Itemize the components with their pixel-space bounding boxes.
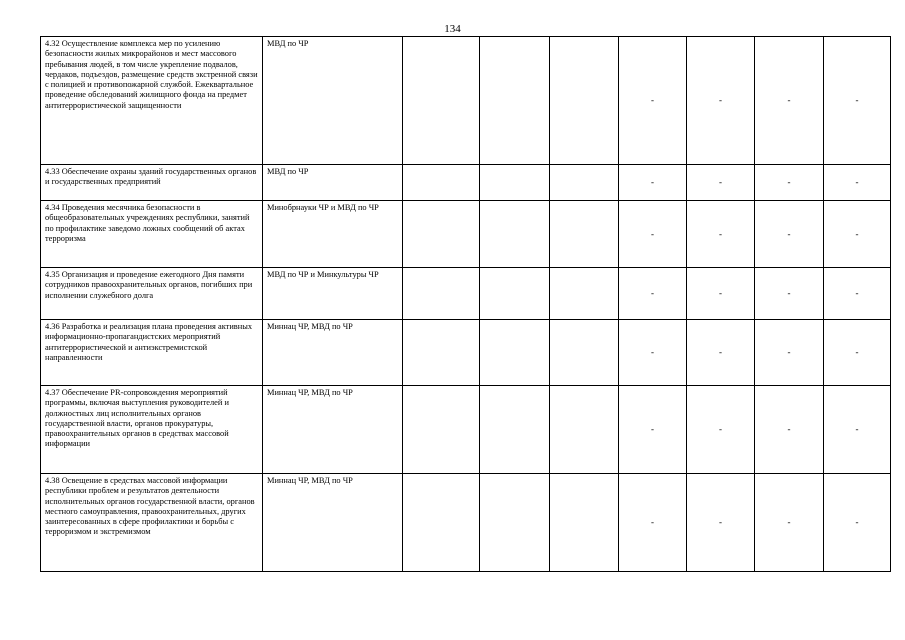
measure-description: 4.33 Обеспечение охраны зданий государственных органов и государственных предприятий	[41, 165, 263, 201]
empty-cell	[550, 165, 619, 201]
value-cell: -	[619, 386, 687, 474]
empty-cell	[403, 386, 480, 474]
measure-description: 4.34 Проведения месячника безопасности в общеобразовательных учреждениях республики, занятий по профилактике заведомо ложных сообщений об актах терроризма	[41, 201, 263, 268]
table-row	[41, 37, 891, 165]
value-cell: -	[687, 37, 755, 165]
table-row	[41, 165, 891, 201]
empty-cell	[480, 268, 550, 320]
empty-cell	[550, 386, 619, 474]
value-cell: -	[619, 201, 687, 268]
table-row	[41, 386, 891, 474]
value-cell: -	[619, 165, 687, 201]
empty-cell	[480, 474, 550, 572]
empty-cell	[480, 201, 550, 268]
value-cell: -	[755, 37, 824, 165]
empty-cell	[550, 268, 619, 320]
value-cell: -	[824, 320, 891, 386]
empty-cell	[480, 37, 550, 165]
empty-cell	[550, 37, 619, 165]
measure-description: 4.37 Обеспечение PR-сопровождения мероприятий программы, включая выступления руководителей и должностных лиц исполнительных органов государственной власти, органов прокуратуры, правоохранительных органов в средствах массовой информации	[41, 386, 263, 474]
measure-description: 4.36 Разработка и реализация плана проведения активных информационно-пропагандистских мероприятий антитеррористической и антиэкстремистской направленности	[41, 320, 263, 386]
value-cell: -	[619, 268, 687, 320]
value-cell: -	[755, 386, 824, 474]
value-cell: -	[687, 386, 755, 474]
table-row	[41, 320, 891, 386]
program-measures-table	[40, 36, 891, 572]
value-cell: -	[619, 474, 687, 572]
empty-cell	[403, 268, 480, 320]
value-cell: -	[824, 201, 891, 268]
measure-executor: МВД по ЧР и Минкультуры ЧР	[263, 268, 403, 320]
value-cell: -	[755, 320, 824, 386]
empty-cell	[403, 201, 480, 268]
measure-executor: МВД по ЧР	[263, 37, 403, 165]
table-row	[41, 474, 891, 572]
measure-description: 4.38 Освещение в средствах массовой информации республики проблем и результатов деятельности исполнительных органов государственной власти, органов местного самоуправления, правоохранительных, других заинтересованных в сфере профилактики и борьбы с терроризмом и экстремизмом	[41, 474, 263, 572]
value-cell: -	[687, 320, 755, 386]
value-cell: -	[824, 386, 891, 474]
table-row	[41, 268, 891, 320]
value-cell: -	[619, 320, 687, 386]
value-cell: -	[824, 37, 891, 165]
empty-cell	[403, 320, 480, 386]
value-cell: -	[824, 268, 891, 320]
value-cell: -	[755, 201, 824, 268]
empty-cell	[403, 37, 480, 165]
empty-cell	[550, 474, 619, 572]
measure-description: 4.32 Осуществление комплекса мер по усилению безопасности жилых микрорайонов и мест массового пребывания людей, в том числе укрепление подвалов, чердаков, подъездов, размещение средств экстренной связи с полицией и противопожарной службой. Ежеквартальное проведение обследований жилищного фонда на предмет антитеррористической защищенности	[41, 37, 263, 165]
value-cell: -	[687, 201, 755, 268]
empty-cell	[480, 386, 550, 474]
value-cell: -	[755, 474, 824, 572]
measure-executor: Миннац ЧР, МВД по ЧР	[263, 386, 403, 474]
measure-executor: Миннац ЧР, МВД по ЧР	[263, 320, 403, 386]
value-cell: -	[824, 165, 891, 201]
value-cell: -	[824, 474, 891, 572]
value-cell: -	[755, 165, 824, 201]
empty-cell	[403, 165, 480, 201]
measure-executor: Миннац ЧР, МВД по ЧР	[263, 474, 403, 572]
empty-cell	[550, 320, 619, 386]
empty-cell	[403, 474, 480, 572]
table-row	[41, 201, 891, 268]
value-cell: -	[619, 37, 687, 165]
page-number: 134	[444, 23, 461, 35]
measure-executor: Минобрнауки ЧР и МВД по ЧР	[263, 201, 403, 268]
empty-cell	[480, 320, 550, 386]
empty-cell	[550, 201, 619, 268]
value-cell: -	[755, 268, 824, 320]
measure-description: 4.35 Организация и проведение ежегодного Дня памяти сотрудников правоохранительных органов, погибших при исполнении служебного долга	[41, 268, 263, 320]
value-cell: -	[687, 474, 755, 572]
value-cell: -	[687, 165, 755, 201]
value-cell: -	[687, 268, 755, 320]
empty-cell	[480, 165, 550, 201]
measure-executor: МВД по ЧР	[263, 165, 403, 201]
